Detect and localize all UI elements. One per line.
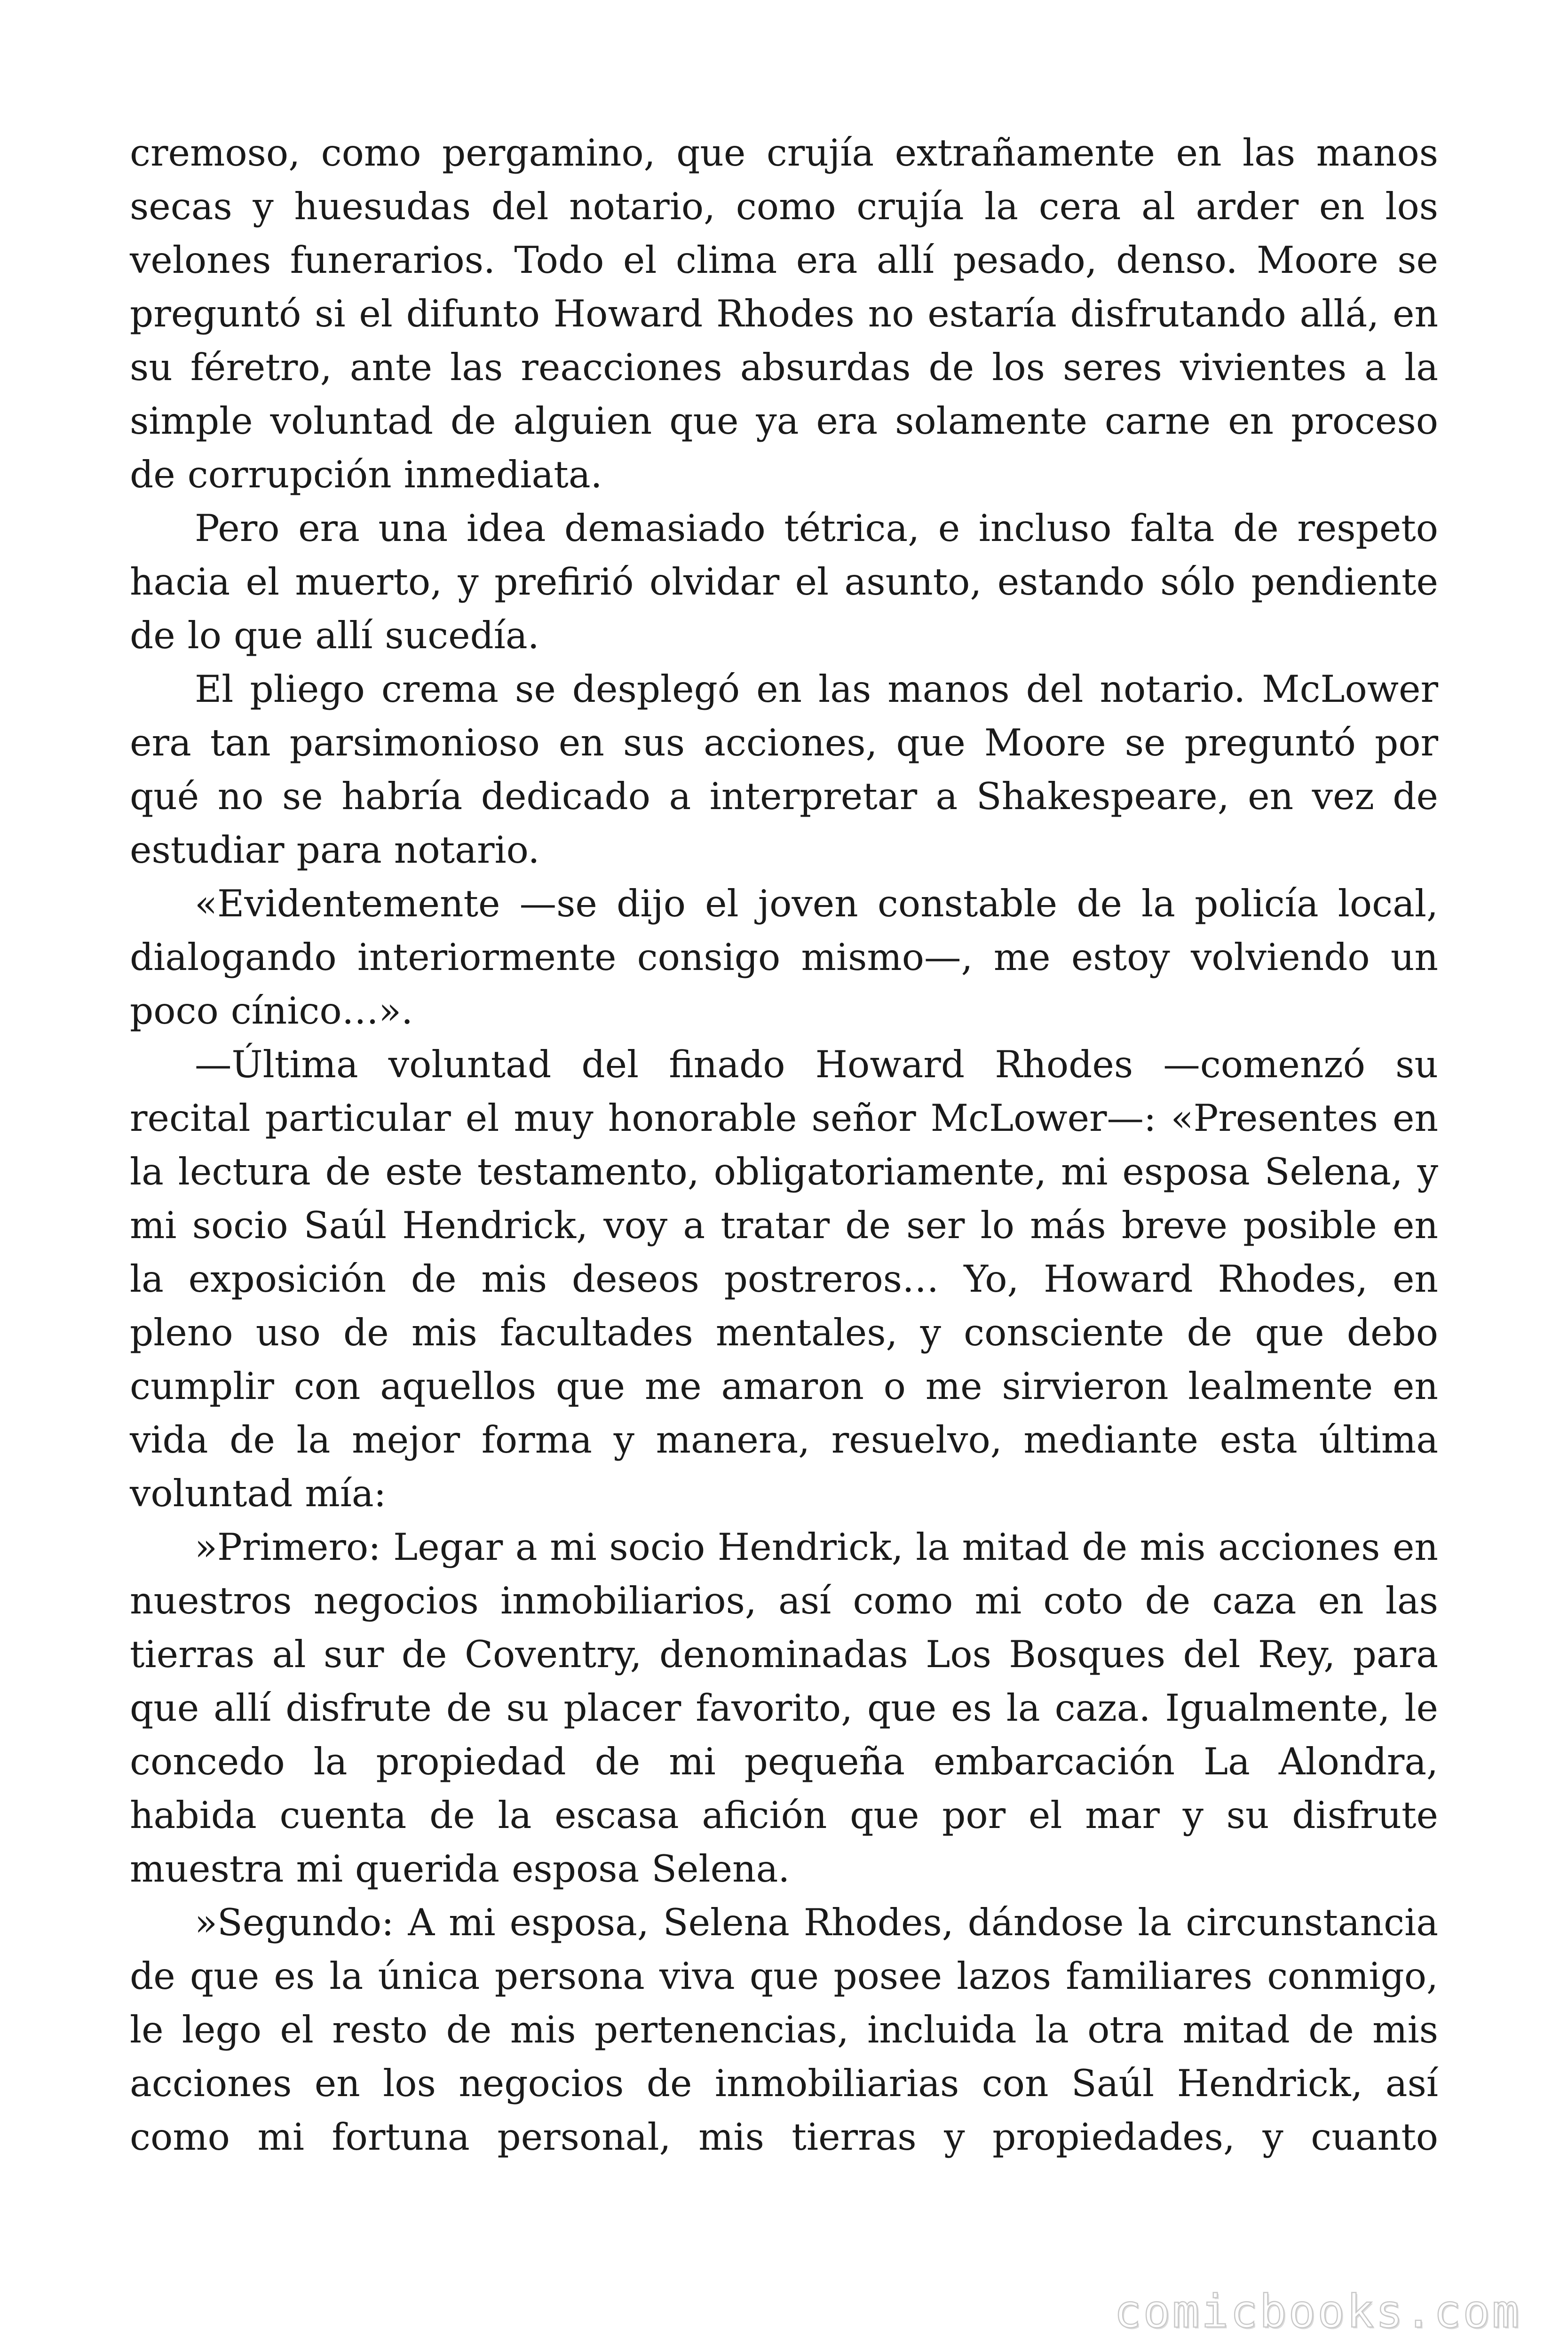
paragraph-7: »Segundo: A mi esposa, Selena Rhodes, dándose la circunstancia de que es la única persona viva que posee lazos familiares conmigo, le lego el resto de mis pertenencias, incluida la otra mitad de mis acciones en los negocios de inmobiliarias con Saúl Hendrick, así como mi fortuna personal, mis tierras y propiedades, y cuanto: [130, 1901, 1438, 2159]
paragraph-1: cremoso, como pergamino, que crujía extrañamente en las manos secas y huesudas del notario, como crujía la cera al arder en los velones funerarios. Todo el clima era allí pesado, denso. Moore se preguntó si el difunto Howard Rhodes no estaría disfrutando allá, en su féretro, ante las reacciones absurdas de los seres vivientes a la simple voluntad de alguien que ya era solamente carne en proceso de corrupción inmediata.: [130, 131, 1438, 496]
paragraph-4: «Evidentemente —se dijo el joven constable de la policía local, dialogando interiormente consigo mismo—, me estoy volviendo un poco cínico…».: [130, 882, 1438, 1033]
paragraph-5: —Última voluntad del finado Howard Rhodes —comenzó su recital particular el muy honorable señor McLower—: «Presentes en la lectura de este testamento, obligatoriamente, mi esposa Selena, y mi socio Saúl Hendrick, voy a tratar de ser lo más breve posible en la exposición de mis deseos postreros… Yo, Howard Rhodes, en pleno uso de mis facultades mentales, y consciente de que debo cumplir con aquellos que me amaron o me sirvieron lealmente en vida de la mejor forma y manera, resuelvo, mediante esta última voluntad mía:: [130, 1043, 1438, 1515]
paragraph-3: El pliego crema se desplegó en las manos del notario. McLower era tan parsimonioso en sus acciones, que Moore se preguntó por qué no se habría dedicado a interpretar a Shakespeare, en vez de estudiar para notario.: [130, 667, 1438, 872]
paragraph-6: »Primero: Legar a mi socio Hendrick, la mitad de mis acciones en nuestros negocios inmobiliarios, así como mi coto de caza en las tierras al sur de Coventry, denominadas Los Bosques del Rey, para que allí disfrute de su placer favorito, que es la caza. Igualmente, le concedo la propiedad de mi pequeña embarcación La Alondra, habida cuenta de la escasa afición que por el mar y su disfrute muestra mi querida esposa Selena.: [130, 1526, 1438, 1891]
paragraph-2: Pero era una idea demasiado tétrica, e incluso falta de respeto hacia el muerto, y prefirió olvidar el asunto, estando sólo pendiente de lo que allí sucedía.: [130, 507, 1438, 657]
watermark: comicbooks.com: [1114, 2285, 1521, 2338]
book-page: [130, 126, 1438, 2205]
